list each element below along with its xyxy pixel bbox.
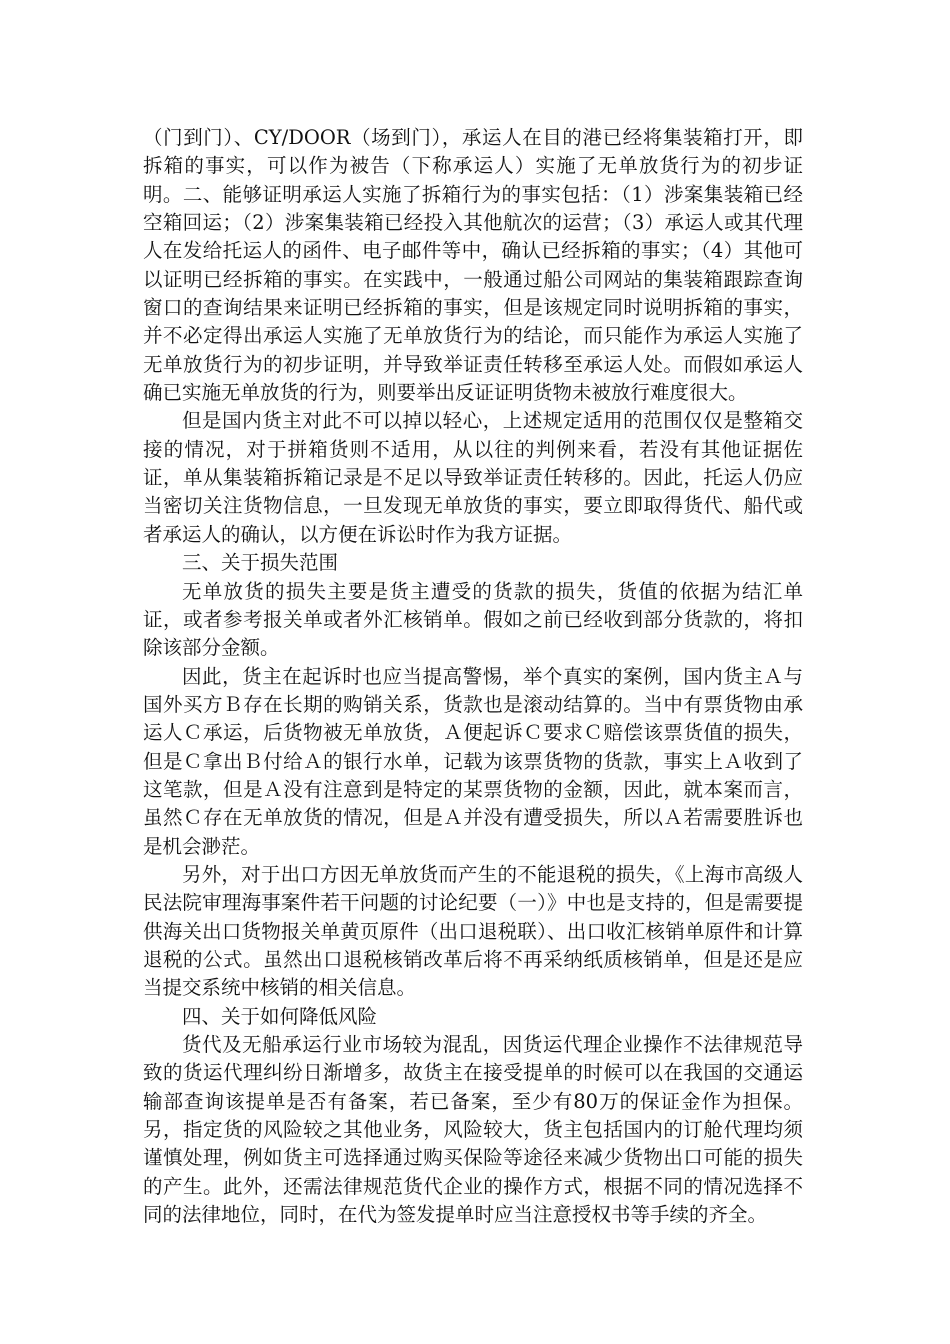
document-body xyxy=(143,124,803,1229)
paragraph-shipper-burden-of-proof: （门到门）、CY/DOOR（场到门），承运人在目的港已经将集装箱打开，即拆箱的事实，可以作为被告（下称承运人）实施了无单放货行为的初步证明。二、能够证明承运人实施了拆箱行为的事实包括：（1）涉案集装箱已经空箱回运；（2）涉案集装箱已经投入其他航次的运营；（3）承运人或其代理人在发给托运人的函件、电子邮件等中，确认已经拆箱的事实；（4）其他可以证明已经拆箱的事实。在实践中，一般通过船公司网站的集装箱跟踪查询窗口的查询结果来证明已经拆箱的事实，但是该规定同时说明拆箱的事实，并不必定得出承运人实施了无单放货行为的结论，而只能作为承运人实施了无单放货行为的初步证明，并导致举证责任转移至承运人处。而假如承运人确已实施无单放货的行为，则要举出反证证明货物未被放行难度很大。 xyxy=(143,126,803,405)
section-heading-loss-scope: 三、关于损失范围 xyxy=(182,551,339,575)
paragraph-loss-definition: 无单放货的损失主要是货主遭受的货款的损失，货值的依据为结汇单证，或者参考报关单或者外汇核销单。假如之前已经收到部分货款的，将扣除该部分金额。 xyxy=(143,579,803,660)
paragraph-tax-refund-loss: 另外，对于出口方因无单放货而产生的不能退税的损失，《上海市高级人民法院审理海事案件若干问题的讨论纪要（一）》中也是支持的，但是需要提供海关出口货物报关单黄页原件（出口退税联）、出口收汇核销单原件和计算退税的公式。虽然出口退税核销改革后将不再采纳纸质核销单，但是还是应当提交系统中核销的相关信息。 xyxy=(143,862,803,1000)
paragraph-risk-reduction: 货代及无船承运行业市场较为混乱，因货运代理企业操作不法律规范导致的货运代理纠纷日渐增多，故货主在接受提单的时候可以在我国的交通运输部查询该提单是否有备案，若已备案，至少有80万的保证金作为担保。另，指定货的风险较之其他业务，风险较大，货主包括国内的订舱代理均须谨慎处理，例如货主可选择通过购买保险等途径来减少货物出口可能的损失的产生。此外，还需法律规范货代企业的操作方式，根据不同的情况选择不同的法律地位，同时，在代为签发提单时应当注意授权书等手续的齐全。 xyxy=(143,1033,803,1227)
section-heading-reduce-risk: 四、关于如何降低风险 xyxy=(182,1004,378,1028)
paragraph-real-case-example: 因此，货主在起诉时也应当提高警惕，举个真实的案例，国内货主Ａ与国外买方Ｂ存在长期的购销关系，货款也是滚动结算的。当中有票货物由承运人Ｃ承运，后货物被无单放货，Ａ便起诉Ｃ要求Ｃ赔偿该票货值的损失，但是Ｃ拿出Ｂ付给Ａ的银行水单，记载为该票货物的货款，事实上Ａ收到了这笔款，但是Ａ没有注意到是特定的某票货物的金额，因此，就本案而言，虽然Ｃ存在无单放货的情况，但是Ａ并没有遭受损失，所以Ａ若需要胜诉也是机会渺茫。 xyxy=(143,664,803,858)
paragraph-domestic-shipper-caution: 但是国内货主对此不可以掉以轻心，上述规定适用的范围仅仅是整箱交接的情况，对于拼箱货则不适用，从以往的判例来看，若没有其他证据佐证，单从集装箱拆箱记录是不足以导致举证责任转移的。因此，托运人仍应当密切关注货物信息，一旦发现无单放货的事实，要立即取得货代、船代或者承运人的确认，以方便在诉讼时作为我方证据。 xyxy=(143,409,803,546)
